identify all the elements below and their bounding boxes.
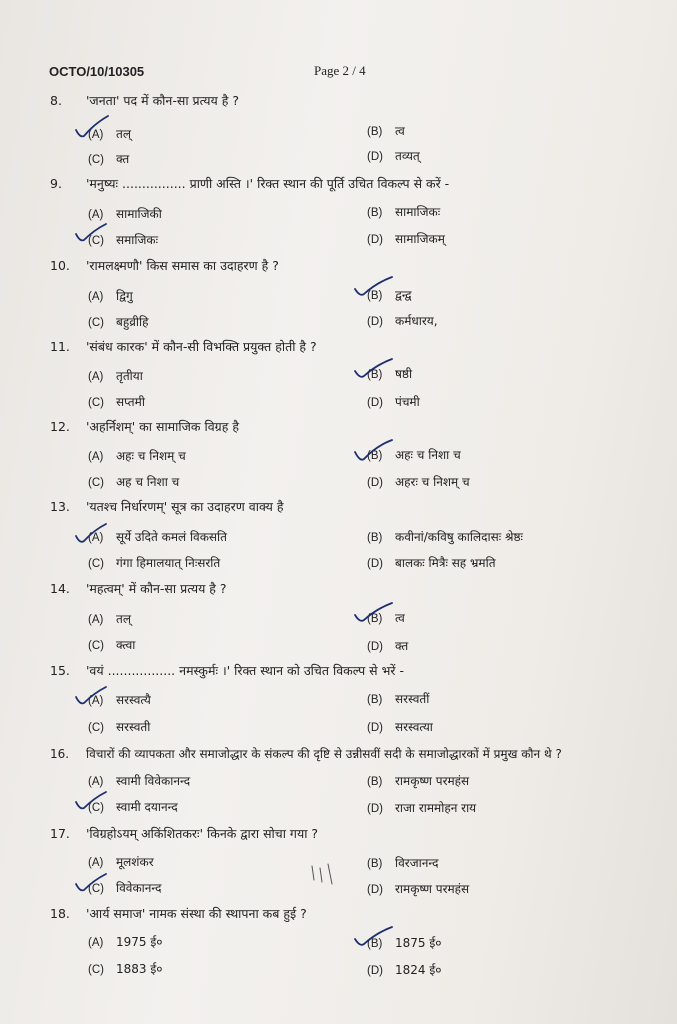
option-text: विरजानन्द — [395, 856, 439, 870]
question-16 — [50, 745, 562, 762]
option-12c — [88, 473, 179, 490]
question-12 — [50, 418, 239, 435]
option-10d — [367, 312, 438, 329]
question-number: 11. — [50, 339, 70, 354]
option-text: त्व — [395, 611, 405, 625]
option-label: (C) — [88, 317, 104, 329]
option-label: (A) — [88, 614, 104, 626]
option-text: तल् — [116, 127, 131, 141]
option-text: अहरः च निशम् च — [395, 475, 470, 489]
option-text: षष्ठी — [395, 367, 413, 381]
question-number: 10. — [50, 258, 70, 273]
option-text: विवेकानन्द — [116, 881, 162, 895]
question-number: 13. — [50, 499, 70, 514]
option-label: (C) — [88, 802, 104, 814]
question-number: 9. — [50, 176, 62, 191]
option-8c — [88, 150, 129, 167]
option-text: क्त — [116, 152, 130, 166]
option-label: (C) — [88, 235, 104, 247]
option-label: (B) — [367, 207, 383, 219]
option-17b — [367, 854, 438, 871]
option-12d — [367, 473, 470, 490]
option-label: (B) — [367, 776, 383, 788]
option-text: सामाजिकम् — [395, 232, 445, 246]
question-number: 18. — [50, 906, 70, 921]
option-text: बालकः मित्रैः सह भ्रमति — [395, 556, 496, 570]
option-18d — [367, 961, 442, 978]
page-number: Page 2 / 4 — [314, 63, 366, 78]
option-text: सरस्वत्या — [395, 720, 433, 734]
question-text: 'विग्रहोऽयम् अकिंशितकरः' किनके द्वारा सोचा गया ? — [86, 826, 319, 841]
question-number: 15. — [50, 663, 70, 678]
answer-tick-icon — [72, 872, 112, 898]
option-text: सरस्वतीं — [395, 692, 430, 706]
question-number: 12. — [50, 419, 70, 434]
answer-tick-icon — [72, 522, 112, 548]
option-text: स्वामी दयानन्द — [116, 800, 178, 814]
answer-tick-icon — [352, 357, 396, 385]
option-14a — [88, 610, 131, 627]
question-10 — [50, 257, 279, 274]
question-text: 'संबंध कारक' में कौन-सी विभक्ति प्रयुक्त होती है ? — [86, 339, 317, 354]
option-label: (B) — [367, 938, 383, 950]
option-text: क्त्वा — [116, 638, 136, 652]
option-text: 1824 ई० — [395, 963, 442, 977]
option-text: अहः च निशम् च — [116, 449, 186, 463]
question-18 — [50, 905, 307, 922]
option-label: (A) — [88, 451, 104, 463]
question-number: 8. — [50, 93, 62, 108]
option-13d — [367, 554, 496, 571]
answer-tick-icon — [352, 925, 396, 953]
option-text: सूर्ये उदिते कमलं विकसति — [116, 530, 227, 544]
option-label: (B) — [367, 858, 383, 870]
option-text: कवीनां/कविषु कालिदासः श्रेष्ठः — [395, 530, 523, 544]
option-text: द्वन्द्व — [395, 288, 412, 302]
option-15b — [367, 690, 429, 707]
option-16d — [367, 799, 476, 816]
pencil-mark-icon — [308, 862, 348, 888]
option-label: (C) — [88, 883, 104, 895]
question-number: 17. — [50, 826, 70, 841]
question-9 — [50, 175, 449, 192]
option-17d — [367, 880, 469, 897]
option-label: (B) — [367, 290, 383, 302]
option-18a — [88, 933, 163, 950]
question-14 — [50, 580, 227, 597]
question-text: 'अहर्निशम्' का सामाजिक विग्रह है — [86, 419, 239, 434]
answer-tick-icon — [72, 790, 112, 816]
question-text: 'महत्वम्' में कौन-सा प्रत्यय है ? — [86, 581, 227, 596]
option-label: (D) — [367, 965, 383, 977]
option-9b — [367, 203, 440, 220]
option-9a — [88, 205, 162, 222]
option-label: (B) — [367, 532, 383, 544]
option-label: (A) — [88, 209, 104, 221]
option-label: (D) — [367, 558, 383, 570]
option-label: (B) — [367, 694, 383, 706]
option-13b — [367, 528, 523, 545]
option-text: अह च निशा च — [116, 475, 180, 489]
option-label: (C) — [88, 154, 104, 166]
answer-tick-icon — [72, 114, 112, 142]
question-text: 'वयं ................. नमस्कुर्मः ।' रिक्त स्थान को उचित विकल्प से भरें - — [86, 663, 404, 678]
option-text: रामकृष्ण परमहंस — [395, 882, 470, 896]
option-label: (A) — [88, 371, 104, 383]
question-number: 16. — [50, 747, 70, 761]
option-label: (A) — [88, 129, 104, 141]
option-label: (C) — [88, 477, 104, 489]
option-text: त्व — [395, 124, 405, 138]
option-label: (A) — [88, 532, 104, 544]
option-text: स्वामी विवेकानन्द — [116, 774, 191, 788]
option-label: (B) — [367, 126, 383, 138]
option-label: (B) — [367, 450, 383, 462]
option-text: 1875 ई० — [395, 936, 442, 950]
option-text: राजा राममोहन राय — [395, 801, 477, 815]
option-18c — [88, 960, 163, 977]
option-11d — [367, 393, 420, 410]
option-text: सरस्वती — [116, 720, 151, 734]
option-text: 1883 ई० — [116, 962, 163, 976]
question-text: विचारों की व्यापकता और समाजोद्धार के संकल्प की दृष्टि से उन्नीसवीं सदी के समाजोद्धारकों में प्रमुख कौन थे ? — [86, 747, 562, 761]
question-11 — [50, 338, 317, 355]
option-label: (D) — [367, 477, 383, 489]
question-13 — [50, 498, 284, 515]
option-15d — [367, 718, 433, 735]
option-label: (A) — [88, 857, 104, 869]
option-text: सरस्वत्यै — [116, 693, 151, 707]
option-label: (D) — [367, 884, 383, 896]
option-11a — [88, 367, 143, 384]
option-text: रामकृष्ण परमहंस — [395, 774, 470, 788]
option-10a — [88, 287, 133, 304]
question-text: 'यतश्च निर्धारणम्' सूत्र का उदाहरण वाक्य है — [86, 499, 284, 514]
option-label: (A) — [88, 695, 104, 707]
option-12a — [88, 447, 186, 464]
option-label: (A) — [88, 937, 104, 949]
option-label: (C) — [88, 397, 104, 409]
answer-tick-icon — [352, 275, 396, 303]
question-17 — [50, 825, 318, 842]
option-text: कर्मधारय, — [395, 314, 438, 328]
answer-tick-icon — [352, 601, 396, 629]
option-label: (B) — [367, 369, 383, 381]
paper-code: OCTO/10/10305 — [49, 64, 145, 79]
question-15 — [50, 662, 404, 679]
option-10c — [88, 313, 148, 330]
option-label: (D) — [367, 803, 383, 815]
option-label: (C) — [88, 722, 104, 734]
option-label: (B) — [367, 613, 383, 625]
option-13c — [88, 554, 220, 571]
option-label: (D) — [367, 234, 383, 246]
option-label: (D) — [367, 316, 383, 328]
option-text: सामाजिकी — [116, 207, 162, 221]
option-text: सामाजिकः — [395, 205, 441, 219]
option-text: समाजिकः — [116, 233, 159, 247]
answer-tick-icon — [352, 438, 396, 466]
option-text: द्विगु — [116, 289, 133, 303]
option-label: (C) — [88, 964, 104, 976]
question-text: 'मनुष्यः ................ प्राणी अस्ति ।' रिक्त स्थान की पूर्ति उचित विकल्प से करें - — [86, 176, 450, 191]
option-17a — [88, 853, 154, 870]
option-16a — [88, 772, 190, 789]
option-text: सप्तमी — [116, 395, 145, 409]
question-8 — [50, 92, 239, 109]
option-8d — [367, 147, 420, 164]
option-text: गंगा हिमालयात् निःसरति — [116, 556, 221, 570]
option-15c — [88, 718, 150, 735]
answer-tick-icon — [72, 222, 112, 250]
option-16b — [367, 772, 469, 789]
option-label: (D) — [367, 722, 383, 734]
option-14d — [367, 637, 408, 654]
question-text: 'जनता' पद में कौन-सा प्रत्यय है ? — [86, 93, 239, 108]
option-text: क्त — [395, 639, 409, 653]
option-label: (A) — [88, 291, 104, 303]
option-text: तल् — [116, 612, 131, 626]
option-14c — [88, 636, 135, 653]
option-11c — [88, 393, 145, 410]
option-8b — [367, 122, 405, 139]
option-label: (D) — [367, 641, 383, 653]
option-label: (C) — [88, 558, 104, 570]
option-text: अहः च निशा च — [395, 448, 461, 462]
question-text: 'आर्य समाज' नामक संस्था की स्थापना कब हुई ? — [86, 906, 307, 921]
option-text: तृतीया — [116, 369, 143, 383]
option-9d — [367, 230, 445, 247]
option-label: (D) — [367, 151, 383, 163]
option-label: (A) — [88, 776, 104, 788]
answer-tick-icon — [72, 685, 112, 711]
question-text: 'रामलक्ष्मणौ' किस समास का उदाहरण है ? — [86, 258, 279, 273]
option-text: बहुव्रीहि — [116, 315, 149, 329]
option-label: (D) — [367, 397, 383, 409]
option-text: मूलशंकर — [116, 855, 154, 869]
option-label: (C) — [88, 640, 104, 652]
question-number: 14. — [50, 581, 70, 596]
option-text: पंचमी — [395, 395, 420, 409]
option-text: तव्यत् — [395, 149, 420, 163]
option-text: 1975 ई० — [116, 935, 163, 949]
